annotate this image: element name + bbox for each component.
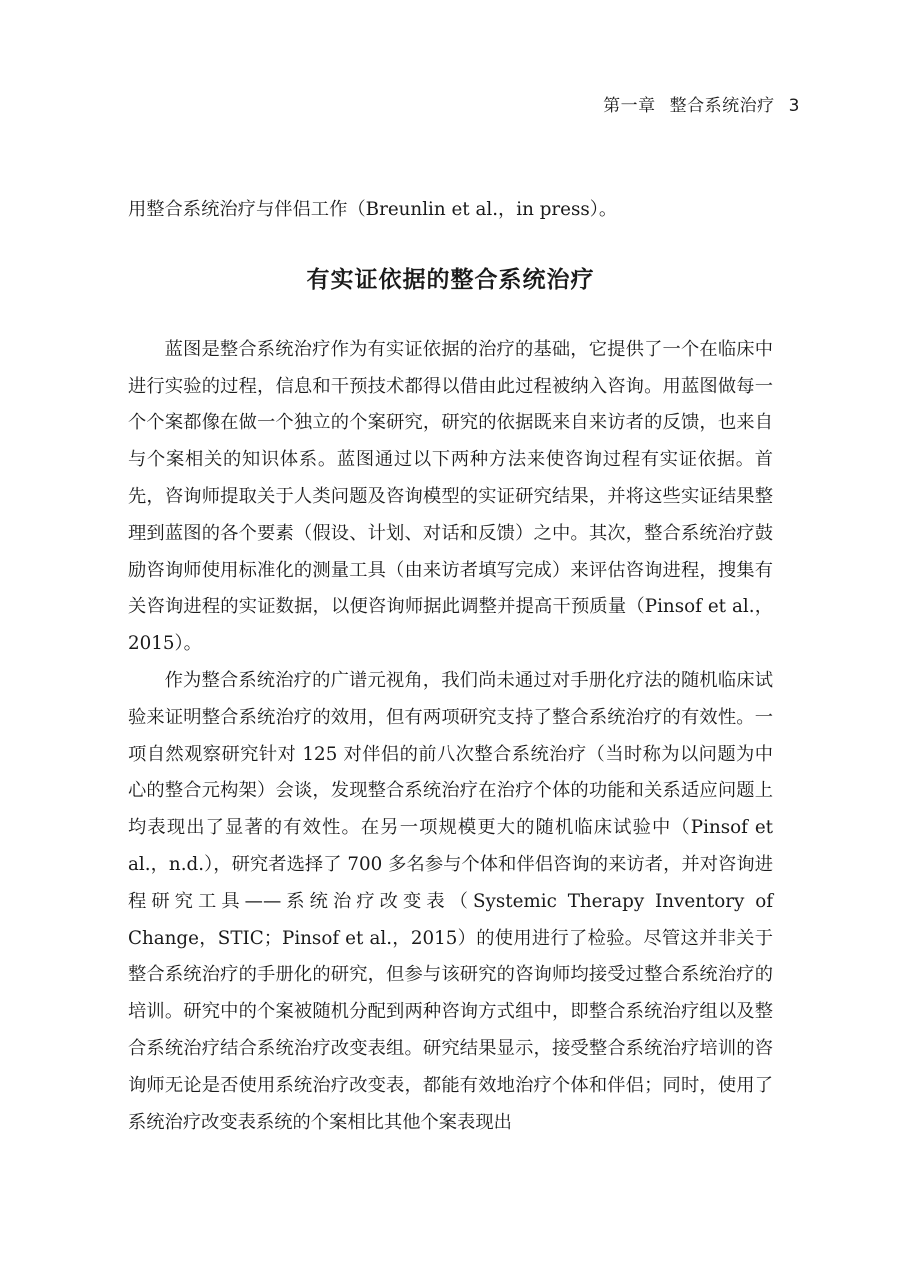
- continued-paragraph: 用整合系统治疗与伴侣工作（Breunlin et al.，in press）。: [128, 199, 618, 220]
- page-number: 3: [788, 96, 800, 116]
- page-content: [128, 192, 773, 1141]
- chapter-title: 整合系统治疗: [669, 96, 775, 116]
- paragraph-research-support: 作为整合系统治疗的广谱元视角，我们尚未通过对手册化疗法的随机临床试验来证明整合系统治疗的效用，但有两项研究支持了整合系统治疗的有效性。一项自然观察研究针对 125 对伴侣的前八次整合系统治疗（当时称为以问题为中心的整合元构架）会谈，发现整合系统治疗在治疗个体的功能和关系适应问题上均表现出了显著的有效性。在另一项规模更大的随机临床试验中（Pinsof et al.，n.d.），研究者选择了 700 多名参与个体和伴侣咨询的来访者，并对咨询进程研究工具——系统治疗改变表（Systemic Therapy Inventory of Change，STIC；Pinsof et al.，2015）的使用进行了检验。尽管这并非关于整合系统治疗的手册化的研究，但参与该研究的咨询师均接受过整合系统治疗的培训。研究中的个案被随机分配到两种咨询方式组中，即整合系统治疗组以及整合系统治疗结合系统治疗改变表组。研究结果显示，接受整合系统治疗培训的咨询师无论是否使用系统治疗改变表，都能有效地治疗个体和伴侣；同时，使用了系统治疗改变表系统的个案相比其他个案表现出: [128, 669, 773, 1133]
- section-title: 有实证依据的整合系统治疗: [306, 266, 595, 293]
- paragraph-evidence-blueprint: 蓝图是整合系统治疗作为有实证依据的治疗的基础，它提供了一个在临床中进行实验的过程，信息和干预技术都得以借由此过程被纳入咨询。用蓝图做每一个个案都像在做一个独立的个案研究，研究的依据既来自来访者的反馈，也来自与个案相关的知识体系。蓝图通过以下两种方法来使咨询过程有实证依据。首先，咨询师提取关于人类问题及咨询模型的实证研究结果，并将这些实证结果整理到蓝图的各个要素（假设、计划、对话和反馈）之中。其次，整合系统治疗鼓励咨询师使用标准化的测量工具（由来访者填写完成）来评估咨询进程，搜集有关咨询进程的实证数据，以便咨询师据此调整并提高干预质量（Pinsof et al.，2015）。: [128, 338, 773, 655]
- chapter-label: 第一章: [603, 96, 656, 116]
- running-header: [603, 91, 800, 116]
